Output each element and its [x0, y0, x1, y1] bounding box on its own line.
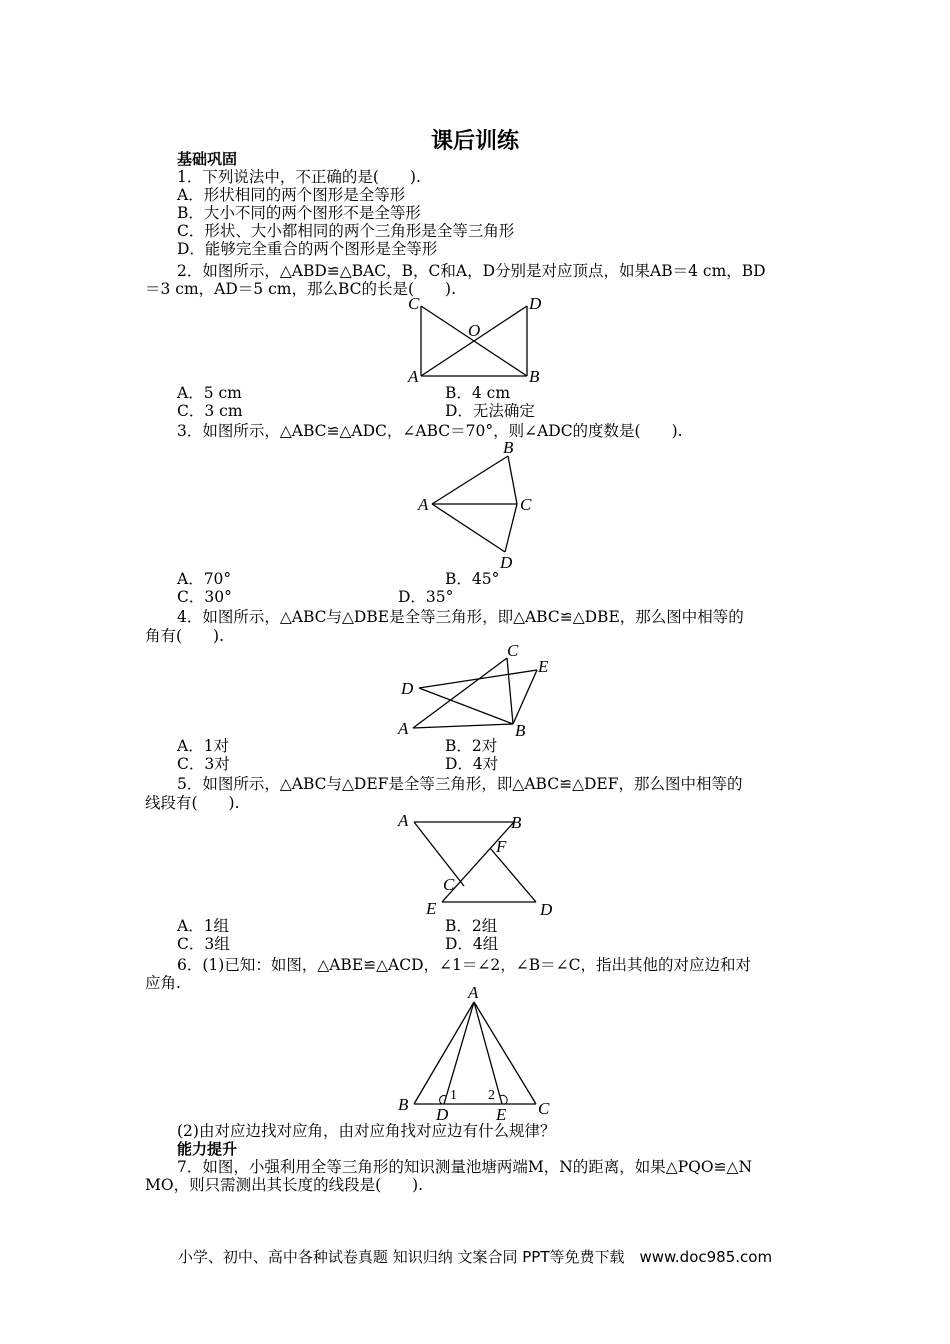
q6-label-d: D [436, 1105, 449, 1122]
q4-option-b: B．2对 [445, 737, 498, 755]
q2-option-b: B．4 cm [445, 384, 511, 402]
section-heading-basic: 基础巩固 [177, 150, 238, 168]
page-footer: 小学、初中、高中各种试卷真题 知识归纳 文案合同 PPT等免费下载 www.doc985.com [177, 1248, 773, 1266]
q3-option-b: B．45° [445, 570, 500, 588]
q1-stem: 1．下列说法中，不正确的是( ). [177, 168, 421, 186]
q3-label-d: D [500, 553, 513, 572]
q5-option-b: B．2组 [445, 917, 498, 935]
q4-option-d: D．4对 [445, 755, 499, 773]
q5-option-d: D．4组 [445, 935, 499, 953]
q2-label-o: O [468, 321, 481, 340]
q1-option-d: D．能够完全重合的两个图形是全等形 [177, 240, 438, 258]
q7-stem-line2: MO，则只需测出其长度的线段是( ). [145, 1176, 424, 1194]
q2-label-c: C [408, 294, 420, 313]
q2-option-a: A．5 cm [177, 384, 242, 402]
q2-stem-line1: 2．如图所示，△ABD≌△BAC，B，C和A，D分别是对应顶点，如果AB＝4 cm，BD [177, 262, 766, 280]
q1-option-a: A．形状相同的两个图形是全等形 [177, 186, 406, 204]
q4-label-a: A [398, 719, 409, 738]
q4-label-b: B [515, 721, 526, 740]
q3-stem: 3．如图所示，△ABC≌△ADC，∠ABC＝70°，则∠ADC的度数是( ). [177, 422, 683, 440]
q5-label-d: D [540, 900, 553, 919]
page-title: 课后训练 [430, 129, 519, 154]
q3-label-c: C [520, 495, 532, 514]
q2-label-a: A [408, 367, 419, 386]
q5-stem-line2: 线段有( ). [145, 794, 240, 812]
q4-label-c: C [507, 641, 519, 660]
q6-part2: (2)由对应边找对应角，由对应角找对应边有什么规律？ [177, 1122, 556, 1140]
q5-figure [390, 808, 565, 920]
q6-stem-line2: 应角. [145, 974, 181, 992]
q3-option-d: D．35° [398, 588, 454, 606]
q4-stem-line2: 角有( ). [145, 627, 225, 645]
q3-label-a: A [418, 495, 429, 514]
q4-option-a: A．1对 [177, 737, 230, 755]
q5-label-f: F [496, 837, 507, 856]
q6-label-angle-2: 2 [488, 1088, 495, 1103]
q4-figure [395, 640, 565, 740]
q5-stem-line1: 5．如图所示，△ABC与△DEF是全等三角形，即△ABC≌△DEF，那么图中相等的 [177, 775, 743, 793]
q2-option-c: C．3 cm [177, 402, 243, 420]
q4-option-c: C．3对 [177, 755, 230, 773]
q5-label-b: B [511, 813, 522, 832]
q1-option-c: C．形状、大小都相同的两个三角形是全等三角形 [177, 222, 515, 240]
q2-option-d: D．无法确定 [445, 402, 535, 420]
q6-label-e: E [496, 1105, 507, 1122]
q3-option-a: A．70° [177, 570, 232, 588]
q5-label-a: A [398, 811, 409, 830]
q2-stem-line2: ＝3 cm，AD＝5 cm，那么BC的长是( ). [145, 280, 457, 298]
q2-label-d: D [529, 294, 542, 313]
q1-option-b: B．大小不同的两个图形不是全等形 [177, 204, 421, 222]
q2-figure [400, 292, 560, 392]
q6-label-a: A [468, 986, 479, 1002]
q3-figure [410, 436, 550, 572]
q4-label-d: D [401, 679, 414, 698]
section-heading-advanced: 能力提升 [177, 1140, 238, 1158]
q5-label-c: C [443, 875, 455, 894]
q5-label-e: E [426, 899, 437, 918]
q4-stem-line1: 4．如图所示，△ABC与△DBE是全等三角形，即△ABC≌△DBE，那么图中相等的 [177, 608, 744, 626]
q6-label-b: B [398, 1095, 409, 1114]
q6-label-angle-1: 1 [450, 1088, 457, 1103]
q5-option-a: A．1组 [177, 917, 230, 935]
q6-figure [390, 986, 570, 1122]
q3-option-c: C．30° [177, 588, 232, 606]
q7-stem-line1: 7．如图，小强利用全等三角形的知识测量池塘两端M，N的距离，如果△PQO≌△N [177, 1158, 753, 1176]
q4-label-e: E [538, 657, 549, 676]
q6-label-c: C [538, 1099, 550, 1118]
q6-stem-line1: 6．(1)已知：如图，△ABE≌△ACD，∠1＝∠2，∠B＝∠C，指出其他的对应边和对 [177, 956, 751, 974]
q5-option-c: C．3组 [177, 935, 230, 953]
q2-label-b: B [529, 367, 540, 386]
q3-label-b: B [503, 438, 514, 457]
